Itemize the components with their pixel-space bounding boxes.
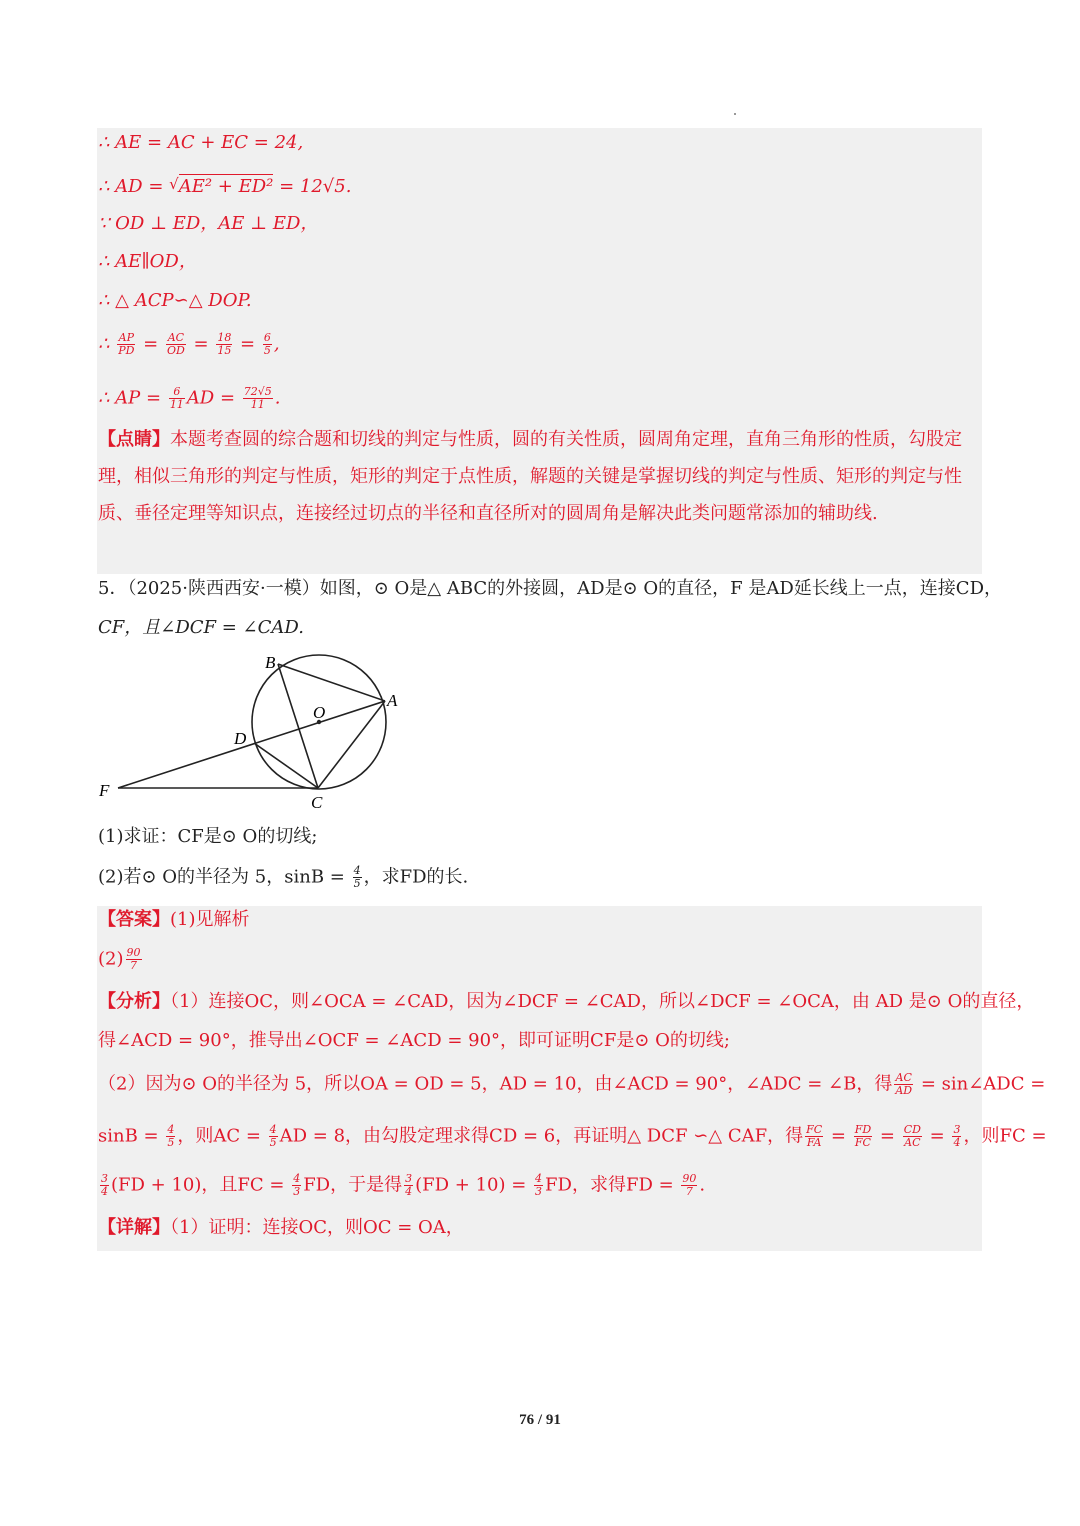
- label-d: D: [234, 729, 247, 748]
- page-number: 76 / 91: [519, 1412, 561, 1428]
- analysis-line-1: [98, 990, 1034, 1014]
- analysis-label: 【分析】: [98, 991, 170, 1012]
- answer-line-2: [98, 947, 144, 972]
- solution-line-4: ∴ AE∥OD，: [98, 251, 197, 272]
- problem-line-2: CF，且∠DCF = ∠CAD.: [98, 617, 304, 638]
- solution-line-3: ∵ OD ⊥ ED，AE ⊥ ED，: [98, 213, 319, 234]
- solution-line-7: [98, 386, 281, 411]
- fraction: $\frac{FD}{FC}$: [854, 1123, 872, 1149]
- label-b: B: [265, 653, 276, 672]
- solution-line-7-end: .: [274, 387, 281, 409]
- analysis-line-5: [98, 1173, 705, 1198]
- answer-label: 【答案】: [98, 909, 170, 930]
- fraction: $\frac{18}{15}$: [217, 331, 232, 357]
- solution-line-6: ∴ $\frac{AP}{PD}$ = $\frac{AC}{OD}$ = $\frac{18}{15}$ = $\frac{6}{5}$ ,: [98, 331, 280, 357]
- question-2-post: ，求FD的长.: [363, 866, 469, 888]
- analysis-line-3: [98, 1072, 1045, 1097]
- analysis-text-3a: （2）因为⊙ O的半径为 5，所以OA = OD = 5，AD = 10，由∠ACD = 90°，∠ADC = ∠B，得: [98, 1073, 893, 1095]
- label-a: A: [387, 691, 398, 710]
- solution-line-2-post: = 12√5.: [273, 176, 352, 197]
- analysis-text-5a: (FD + 10)，且FC =: [111, 1174, 291, 1196]
- solution-line-1: ∴ AE = AC + EC = 24,: [98, 132, 304, 153]
- analysis-text-4a: sinB =: [98, 1125, 165, 1147]
- fraction: $\frac{6}{11}$: [169, 385, 184, 411]
- detail-label: 【详解】: [98, 1217, 170, 1238]
- equals-sign: =: [874, 1125, 901, 1147]
- fraction: $\frac{6}{5}$: [263, 331, 271, 357]
- fraction: $\frac{3}{4}$: [953, 1123, 961, 1149]
- fraction: $\frac{3}{4}$: [405, 1172, 413, 1198]
- segment-af: [118, 701, 385, 788]
- fraction: $\frac{72√5}{11}$: [243, 385, 272, 411]
- geometry-figure: [95, 650, 415, 815]
- question-2: [98, 865, 468, 890]
- comment-text: 本题考查圆的综合题和切线的判定与性质，圆的有关性质，圆周角定理，直角三角形的性质，勾股定理，相似三角形的判定与性质，矩形的判定于点性质，解题的关键是掌握切线的判定与性质、矩形的判定与性质、垂径定理等知识点，连接经过切点的半径和直径所对的圆周角是解决此类问题常添加的辅助线.: [98, 429, 962, 524]
- fraction: $\frac{4}{5}$: [269, 1123, 277, 1149]
- solution-line-2-radicand: AE² + ED²: [178, 176, 274, 197]
- analysis-text-4c: AD = 8，由勾股定理求得CD = 6，再证明△ DCF ∽△ CAF，得: [279, 1125, 804, 1147]
- segment-dc: [254, 743, 318, 788]
- fraction: $\frac{AC}{OD}$: [166, 331, 185, 357]
- segment-ac: [318, 701, 385, 788]
- solution-line-6-pre: ∴: [98, 333, 110, 355]
- segment-ba: [278, 664, 385, 701]
- solution-line-7-mid: AD =: [186, 387, 241, 409]
- solution-line-5: ∴ △ ACP∽△ DOP.: [98, 290, 252, 311]
- analysis-text-4d: ，则FC =: [963, 1125, 1047, 1147]
- fraction: $\frac{3}{4}$: [101, 1172, 108, 1198]
- question-2-pre: (2)若⊙ O的半径为 5，sinB =: [98, 866, 351, 888]
- fraction: $\frac{AC}{AD}$: [895, 1071, 913, 1097]
- label-o: O: [313, 703, 326, 722]
- solution-line-7-pre: ∴ AP =: [98, 387, 167, 409]
- analysis-line-2: 得∠ACD = 90°，推导出∠OCF = ∠ACD = 90°，即可证明CF是⊙ O的切线;: [98, 1030, 730, 1051]
- comment-paragraph: [98, 421, 978, 532]
- comment-label: 【点睛】: [98, 429, 170, 450]
- analysis-text-5d: FD，求得FD =: [545, 1174, 680, 1196]
- fraction: $\frac{AP}{PD}$: [118, 331, 135, 357]
- analysis-text-3b: = sin∠ADC =: [915, 1073, 1046, 1095]
- speck-mark: [734, 113, 736, 115]
- fraction: $\frac{4}{5}$: [353, 864, 361, 890]
- detail-text: （1）证明：连接OC，则OC = OA，: [170, 1217, 464, 1238]
- question-1: (1)求证：CF是⊙ O的切线;: [98, 826, 318, 847]
- analysis-text-5e: .: [699, 1174, 706, 1196]
- fraction: $\frac{CD}{AC}$: [903, 1123, 921, 1149]
- fraction: $\frac{4}{3}$: [535, 1172, 543, 1198]
- solution-line-2-pre: ∴ AD =: [98, 176, 170, 197]
- problem-line-1: 5．（2025·陕西西安·一模）如图，⊙ O是△ ABC的外接圆，AD是⊙ O的直径，F 是AD延长线上一点，连接CD，: [98, 578, 1002, 599]
- analysis-line-4: [98, 1124, 1047, 1149]
- label-c: C: [311, 793, 323, 812]
- detail-line: [98, 1216, 464, 1240]
- analysis-text-5c: (FD + 10) =: [415, 1174, 533, 1196]
- fraction: $\frac{4}{3}$: [293, 1172, 301, 1198]
- segment-bc: [278, 664, 318, 788]
- fraction: $\frac{4}{5}$: [167, 1123, 175, 1149]
- equals-sign: =: [825, 1125, 852, 1147]
- fraction: $\frac{FC}{FA}$: [806, 1123, 823, 1149]
- analysis-text-4b: ，则AC =: [177, 1125, 267, 1147]
- fraction: $\frac{90}{7}$: [126, 946, 141, 972]
- equals-sign: =: [923, 1125, 951, 1147]
- answer-part-1: (1)见解析: [170, 909, 250, 930]
- analysis-text-1: （1）连接OC，则∠OCA = ∠CAD，因为∠DCF = ∠CAD，所以∠DCF = ∠OCA，由 AD 是⊙ O的直径，: [170, 991, 1035, 1012]
- label-f: F: [99, 781, 110, 800]
- answer-line-1: [98, 908, 250, 932]
- analysis-text-5b: FD，于是得: [303, 1174, 403, 1196]
- solution-line-2: ∴ AD = √AE² + ED² = 12√5.: [98, 175, 352, 197]
- answer-part-2-pre: (2): [98, 948, 124, 970]
- fraction: $\frac{90}{7}$: [682, 1172, 697, 1198]
